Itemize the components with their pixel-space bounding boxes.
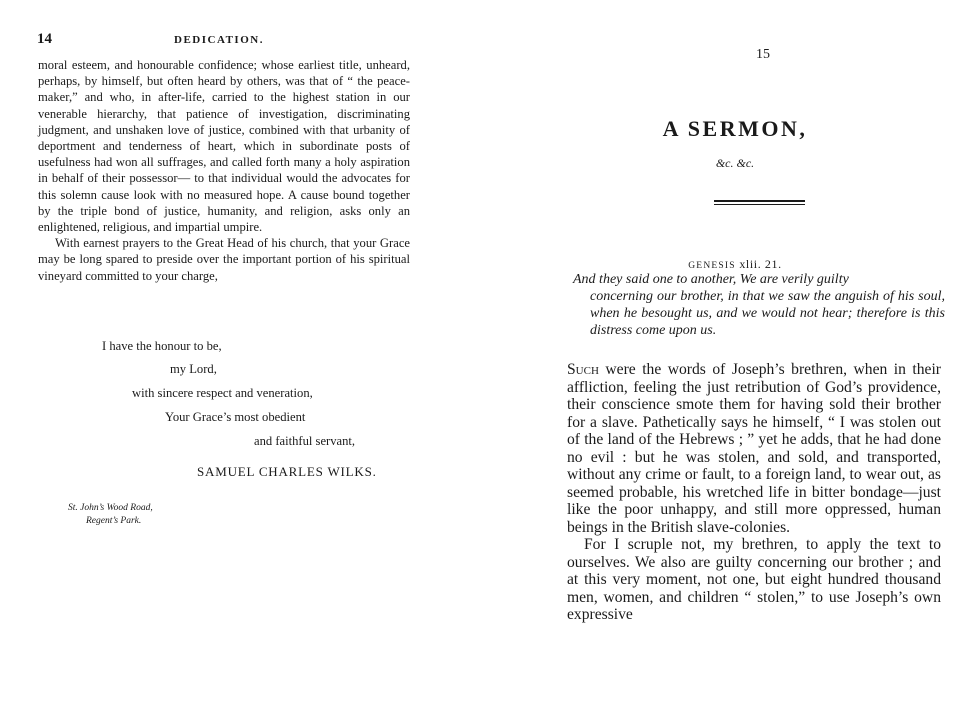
right-page <box>490 0 980 709</box>
sermon-body <box>567 361 941 624</box>
closing-line-2: my Lord, <box>170 362 217 376</box>
sermon-subtitle: &c. &c. <box>715 156 755 170</box>
signature: SAMUEL CHARLES WILKS. <box>197 464 377 479</box>
scripture-quote <box>573 271 945 339</box>
sermon-title: A SERMON, <box>662 116 808 141</box>
sermon-paragraph-1-text: were the words of Joseph’s brethren, when in their affliction, feeling the just retribution of God’s providence, their conscience smote them for having sold their brother for a slave. Pathetically says he himself, “ I was stolen out of the land of the Hebrews ; ” yet he adds, that he had done no evil : but he was stolen, and sold, and transported, without any crime or fault, to a foreign land, to wear out, as seemed probable, his wretched life in bitter bondage—just like the poor unhappy, and still more oppressed, human beings in the British slave-colonies. <box>567 361 941 536</box>
double-rule-top <box>714 200 805 202</box>
right-page-number: 15 <box>756 47 770 62</box>
sermon-paragraph-1 <box>567 361 941 536</box>
left-page-header <box>37 31 417 55</box>
sermon-lead-word: Such <box>567 361 599 378</box>
left-page-number: 14 <box>37 31 52 47</box>
quote-line-1: And they said one to another, We are verily guilty <box>573 272 849 287</box>
reference-verse: xlii. 21. <box>739 257 782 271</box>
quote-continuation: concerning our brother, in that we saw the anguish of his soul, when he besought us, and we would not hear; therefore is this distress come upon us. <box>590 289 945 338</box>
closing-line-3: with sincere respect and veneration, <box>132 386 313 400</box>
dedication-paragraph-1: moral esteem, and honourable confidence; whose earliest title, unheard, perhaps, by himself, but often heard by others, was that of “ the peace-maker,” and who, in after-life, carried to the highest station in our venerable hierarchy, that patience of investigation, discriminating judgment, and unshaken love of justice, combined with that urbanity of deportment and tenderness of heart, which in subordinate posts of usefulness had won all suffrages, and called forth many a holy aspiration in behalf of their possessor— to that individual would the advocates for this solemn cause look with no measured hope. A cause bound together by the triple bond of justice, humanity, and religion, asks only an enlightened, religious, and impartial umpire. <box>38 58 410 235</box>
running-head: DEDICATION. <box>174 34 264 46</box>
dedication-paragraph-2: With earnest prayers to the Great Head of his church, that your Grace may be long spared to preside over the important portion of his spiritual vineyard committed to your charge, <box>38 236 410 283</box>
dedication-body <box>38 57 410 284</box>
sermon-paragraph-2: For I scruple not, my brethren, to apply the text to ourselves. We also are guilty concerning our brother ; and at this very moment, not one, but eight hundred thousand men, women, and children “ stolen,” to use Joseph’s own expressive <box>567 536 941 623</box>
reference-book: GENESIS <box>688 261 736 271</box>
closing-line-1: I have the honour to be, <box>102 339 222 353</box>
closing-line-5: and faithful servant, <box>254 434 356 448</box>
closing-line-4: Your Grace’s most obedient <box>165 410 306 424</box>
address-line-2: Regent’s Park. <box>86 516 142 526</box>
double-rule-bottom <box>714 204 805 205</box>
address-line-1: St. John’s Wood Road, <box>68 503 153 513</box>
scripture-reference <box>490 257 980 272</box>
